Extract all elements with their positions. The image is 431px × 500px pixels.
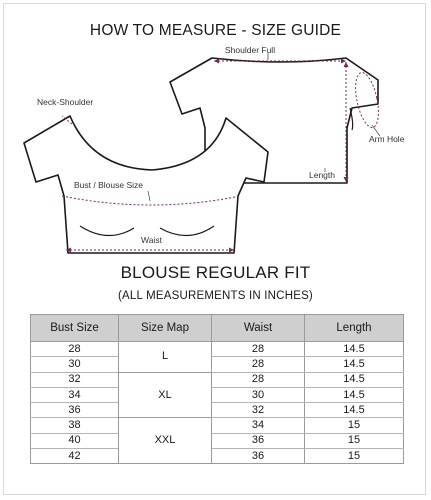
size-map-cell: L — [119, 342, 212, 373]
header-bust-size: Bust Size — [31, 315, 119, 342]
waist-cell: 36 — [212, 433, 305, 448]
waist-cell: 34 — [212, 418, 305, 433]
bust-cell: 32 — [31, 372, 119, 387]
neck-shoulder-label: Neck-Shoulder — [37, 97, 94, 107]
table-row — [31, 433, 404, 448]
bust-label: Bust / Blouse Size — [74, 180, 143, 190]
front-blouse-outline — [24, 116, 268, 253]
header-waist: Waist — [212, 315, 305, 342]
header-length: Length — [305, 315, 404, 342]
bust-cell: 28 — [31, 342, 119, 357]
table-row — [31, 357, 404, 372]
waist-cell: 36 — [212, 449, 305, 464]
length-cell: 14.5 — [305, 342, 404, 357]
page-title: HOW TO MEASURE - SIZE GUIDE — [89, 22, 342, 39]
size-map-cell: XXL — [119, 418, 212, 464]
waist-cell: 30 — [212, 387, 305, 402]
fit-subtitle: (ALL MEASUREMENTS IN INCHES) — [118, 290, 313, 302]
table-row — [31, 372, 404, 387]
bust-cell: 36 — [31, 403, 119, 418]
table-row — [31, 403, 404, 418]
table-row — [31, 449, 404, 464]
shoulder-full-label: Shoulder Full — [225, 45, 276, 55]
bust-cell: 30 — [31, 357, 119, 372]
waist-cell: 28 — [212, 342, 305, 357]
bust-cell: 38 — [31, 418, 119, 433]
bust-cell: 40 — [31, 433, 119, 448]
table-row — [31, 418, 404, 433]
length-cell: 14.5 — [305, 403, 404, 418]
length-label: Length — [309, 170, 335, 180]
length-cell: 14.5 — [305, 387, 404, 402]
arm-hole-label: Arm Hole — [369, 134, 405, 144]
waist-cell: 28 — [212, 357, 305, 372]
waist-cell: 28 — [212, 372, 305, 387]
table-row — [31, 387, 404, 402]
fit-title: BLOUSE REGULAR FIT — [120, 263, 311, 282]
size-map-cell: XL — [119, 372, 212, 418]
length-cell: 15 — [305, 449, 404, 464]
table-header-row — [31, 315, 404, 342]
size-chart-table — [30, 314, 404, 464]
bust-cell: 42 — [31, 449, 119, 464]
header-size-map: Size Map — [119, 315, 212, 342]
length-cell: 14.5 — [305, 357, 404, 372]
length-cell: 15 — [305, 418, 404, 433]
length-cell: 14.5 — [305, 372, 404, 387]
waist-cell: 32 — [212, 403, 305, 418]
length-cell: 15 — [305, 433, 404, 448]
table-row — [31, 342, 404, 357]
waist-label: Waist — [141, 235, 162, 245]
bust-cell: 34 — [31, 387, 119, 402]
